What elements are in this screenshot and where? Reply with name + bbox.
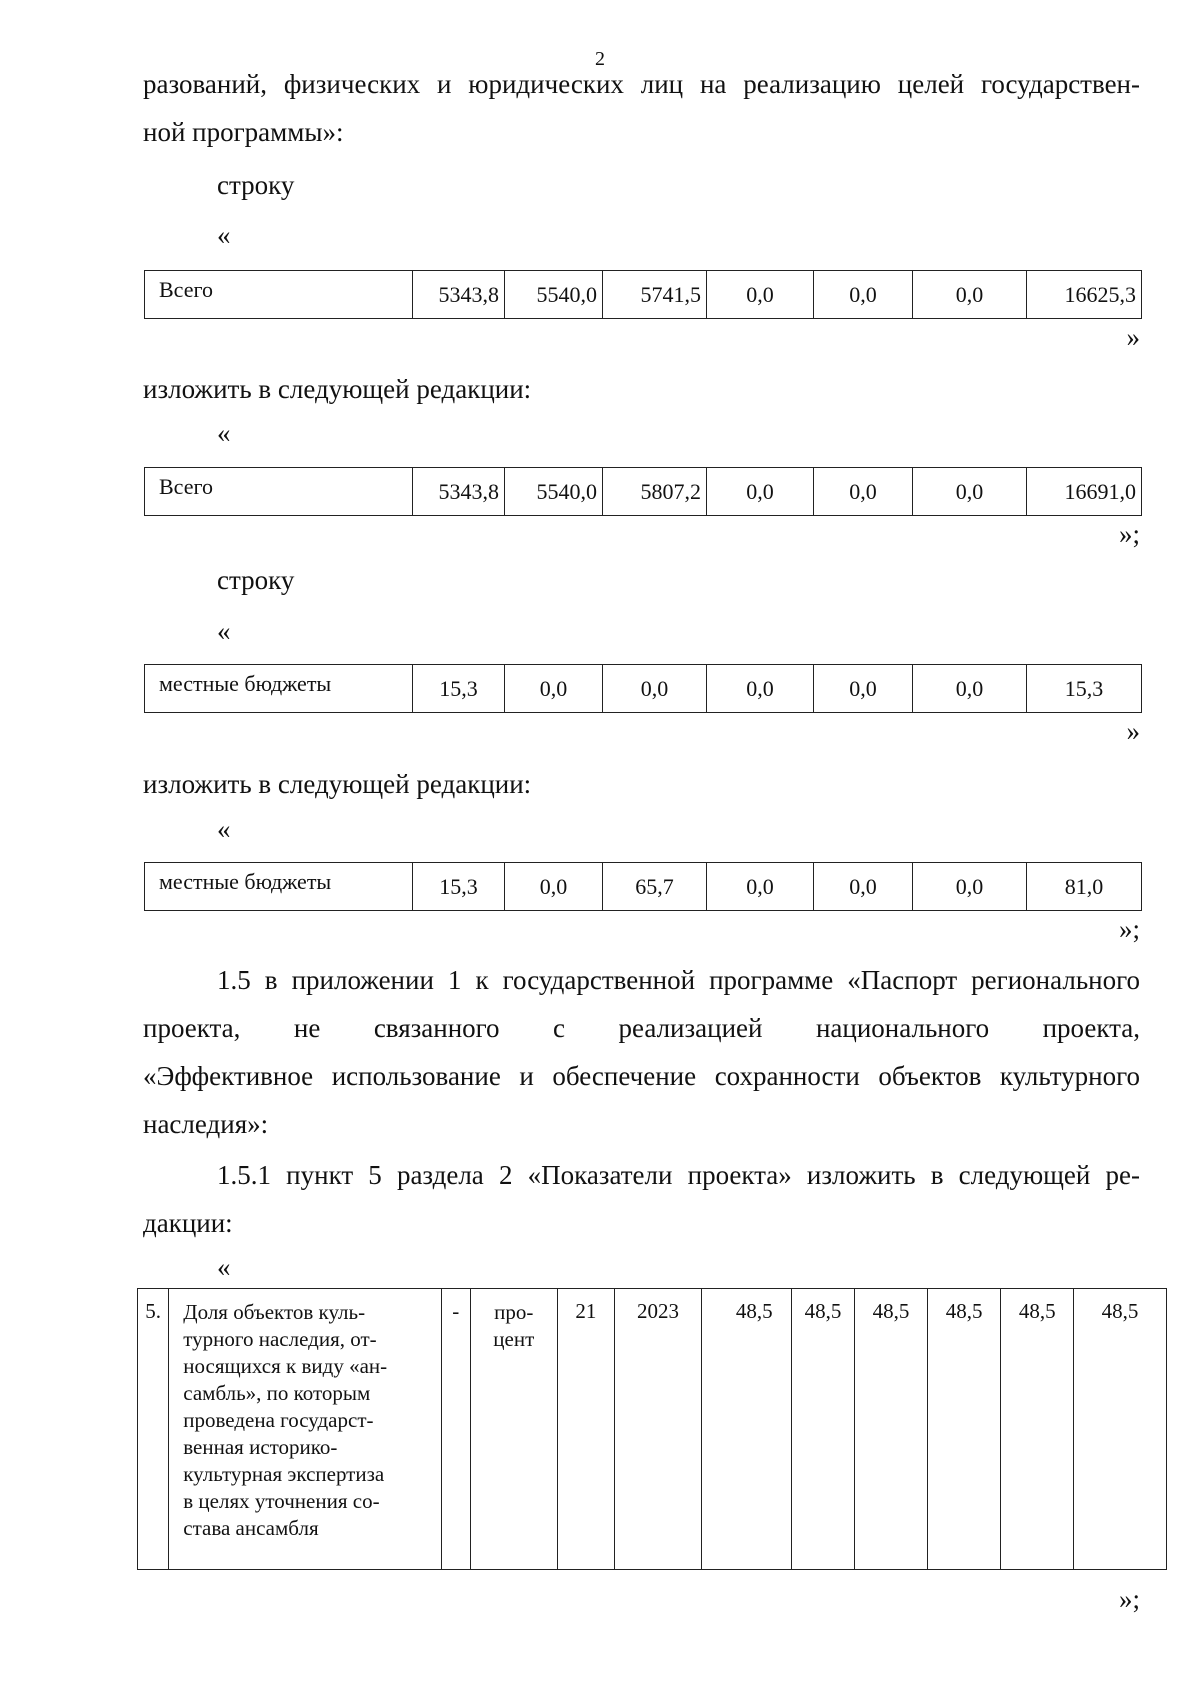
value-cell: 0,0 <box>814 863 913 911</box>
value-cell: 48,5 <box>1074 1289 1167 1570</box>
row-label: местные бюджеты <box>145 863 413 911</box>
description-line: Доля объектов куль- <box>183 1300 366 1324</box>
section-1-5-line-2: проекта, не связанного с реализацией национального проекта, <box>143 1013 1140 1043</box>
section-1-5-line-4: наследия»: <box>143 1109 269 1139</box>
description-line: носящихся к виду «ан- <box>183 1354 388 1378</box>
value-cell: 0,0 <box>913 665 1027 713</box>
description-line: культурная экспертиза <box>183 1462 385 1486</box>
table-row <box>145 468 1142 516</box>
value-cell: 16625,3 <box>1027 271 1142 319</box>
value-cell: 15,3 <box>413 863 505 911</box>
value-cell: 81,0 <box>1027 863 1142 911</box>
unit-cell <box>470 1289 557 1570</box>
value-cell: 0,0 <box>707 468 814 516</box>
value-cell: 0,0 <box>913 271 1027 319</box>
section-1-5-line-1: 1.5 в приложении 1 к государственной программе «Паспорт регионального <box>217 965 1140 995</box>
section-1-5-1-line-1: 1.5.1 пункт 5 раздела 2 «Показатели проекта» изложить в следующей ре- <box>217 1160 1140 1190</box>
value-cell: 48,5 <box>1001 1289 1074 1570</box>
close-quote-semicolon-2: »; <box>1118 914 1140 944</box>
value-cell: 5343,8 <box>413 468 505 516</box>
value-cell: 0,0 <box>505 863 603 911</box>
description-line: венная историко- <box>183 1435 338 1459</box>
open-quote-5: « <box>217 1252 231 1282</box>
value-cell: 0,0 <box>707 665 814 713</box>
section-1-5-1-line-2: дакции: <box>143 1208 233 1238</box>
row-label: местные бюджеты <box>145 665 413 713</box>
value-cell: 5540,0 <box>505 271 603 319</box>
edit-phrase-2: изложить в следующей редакции: <box>143 769 532 799</box>
unit-line: цент <box>493 1327 535 1351</box>
value-cell: 48,5 <box>701 1289 791 1570</box>
open-quote-1: « <box>217 220 231 250</box>
value-cell: 5540,0 <box>505 468 603 516</box>
base-value-cell: 21 <box>557 1289 615 1570</box>
value-cell: 48,5 <box>927 1289 1001 1570</box>
value-cell: 0,0 <box>814 665 913 713</box>
indicator-description <box>169 1289 441 1570</box>
description-line: турного наследия, от- <box>183 1327 377 1351</box>
value-cell: 65,7 <box>603 863 707 911</box>
table-local-new <box>144 862 1142 911</box>
edit-phrase-1: изложить в следующей редакции: <box>143 374 532 404</box>
table-vsego-new <box>144 467 1142 516</box>
intro-line-1: разований, физических и юридических лиц на реализацию целей государствен- <box>143 69 1140 99</box>
table-row <box>145 665 1142 713</box>
value-cell: 0,0 <box>913 863 1027 911</box>
open-quote-3: « <box>217 616 231 646</box>
value-cell: 0,0 <box>707 863 814 911</box>
description-line: в целях уточнения со- <box>183 1489 380 1513</box>
value-cell: 15,3 <box>413 665 505 713</box>
open-quote-4: « <box>217 814 231 844</box>
base-year-cell: 2023 <box>615 1289 702 1570</box>
value-cell: 5741,5 <box>603 271 707 319</box>
value-cell: 15,3 <box>1027 665 1142 713</box>
value-cell: 0,0 <box>814 271 913 319</box>
value-cell: 16691,0 <box>1027 468 1142 516</box>
description-line: проведена государст- <box>183 1408 374 1432</box>
open-quote-2: « <box>217 418 231 448</box>
value-cell: 0,0 <box>603 665 707 713</box>
row-label: Всего <box>145 271 413 319</box>
close-quote-1: » <box>1126 322 1140 352</box>
value-cell: 5807,2 <box>603 468 707 516</box>
row-number: 5. <box>138 1289 169 1570</box>
value-cell: 48,5 <box>855 1289 928 1570</box>
value-cell: 0,0 <box>913 468 1027 516</box>
description-line: самбль», по которым <box>183 1381 371 1405</box>
dash-cell: - <box>441 1289 470 1570</box>
section-1-5-line-3: «Эффективное использование и обеспечение сохранности объектов культурного <box>143 1061 1140 1091</box>
close-quote-2: » <box>1126 716 1140 746</box>
unit-line: про- <box>494 1300 534 1324</box>
value-cell: 48,5 <box>791 1289 855 1570</box>
indicator-table <box>137 1288 1167 1570</box>
page-number: 2 <box>595 48 605 70</box>
description-line: става ансамбля <box>183 1516 319 1540</box>
close-quote-semicolon-3: »; <box>1118 1584 1140 1614</box>
word-stroku-2: строку <box>217 565 295 595</box>
table-vsego-old <box>144 270 1142 319</box>
value-cell: 0,0 <box>505 665 603 713</box>
value-cell: 5343,8 <box>413 271 505 319</box>
close-quote-semicolon-1: »; <box>1118 519 1140 549</box>
word-stroku-1: строку <box>217 170 295 200</box>
row-label: Всего <box>145 468 413 516</box>
value-cell: 0,0 <box>814 468 913 516</box>
table-local-old <box>144 664 1142 713</box>
table-row <box>145 863 1142 911</box>
table-row <box>145 271 1142 319</box>
intro-line-2: ной программы»: <box>143 117 344 147</box>
value-cell: 0,0 <box>707 271 814 319</box>
table-row <box>138 1289 1167 1570</box>
